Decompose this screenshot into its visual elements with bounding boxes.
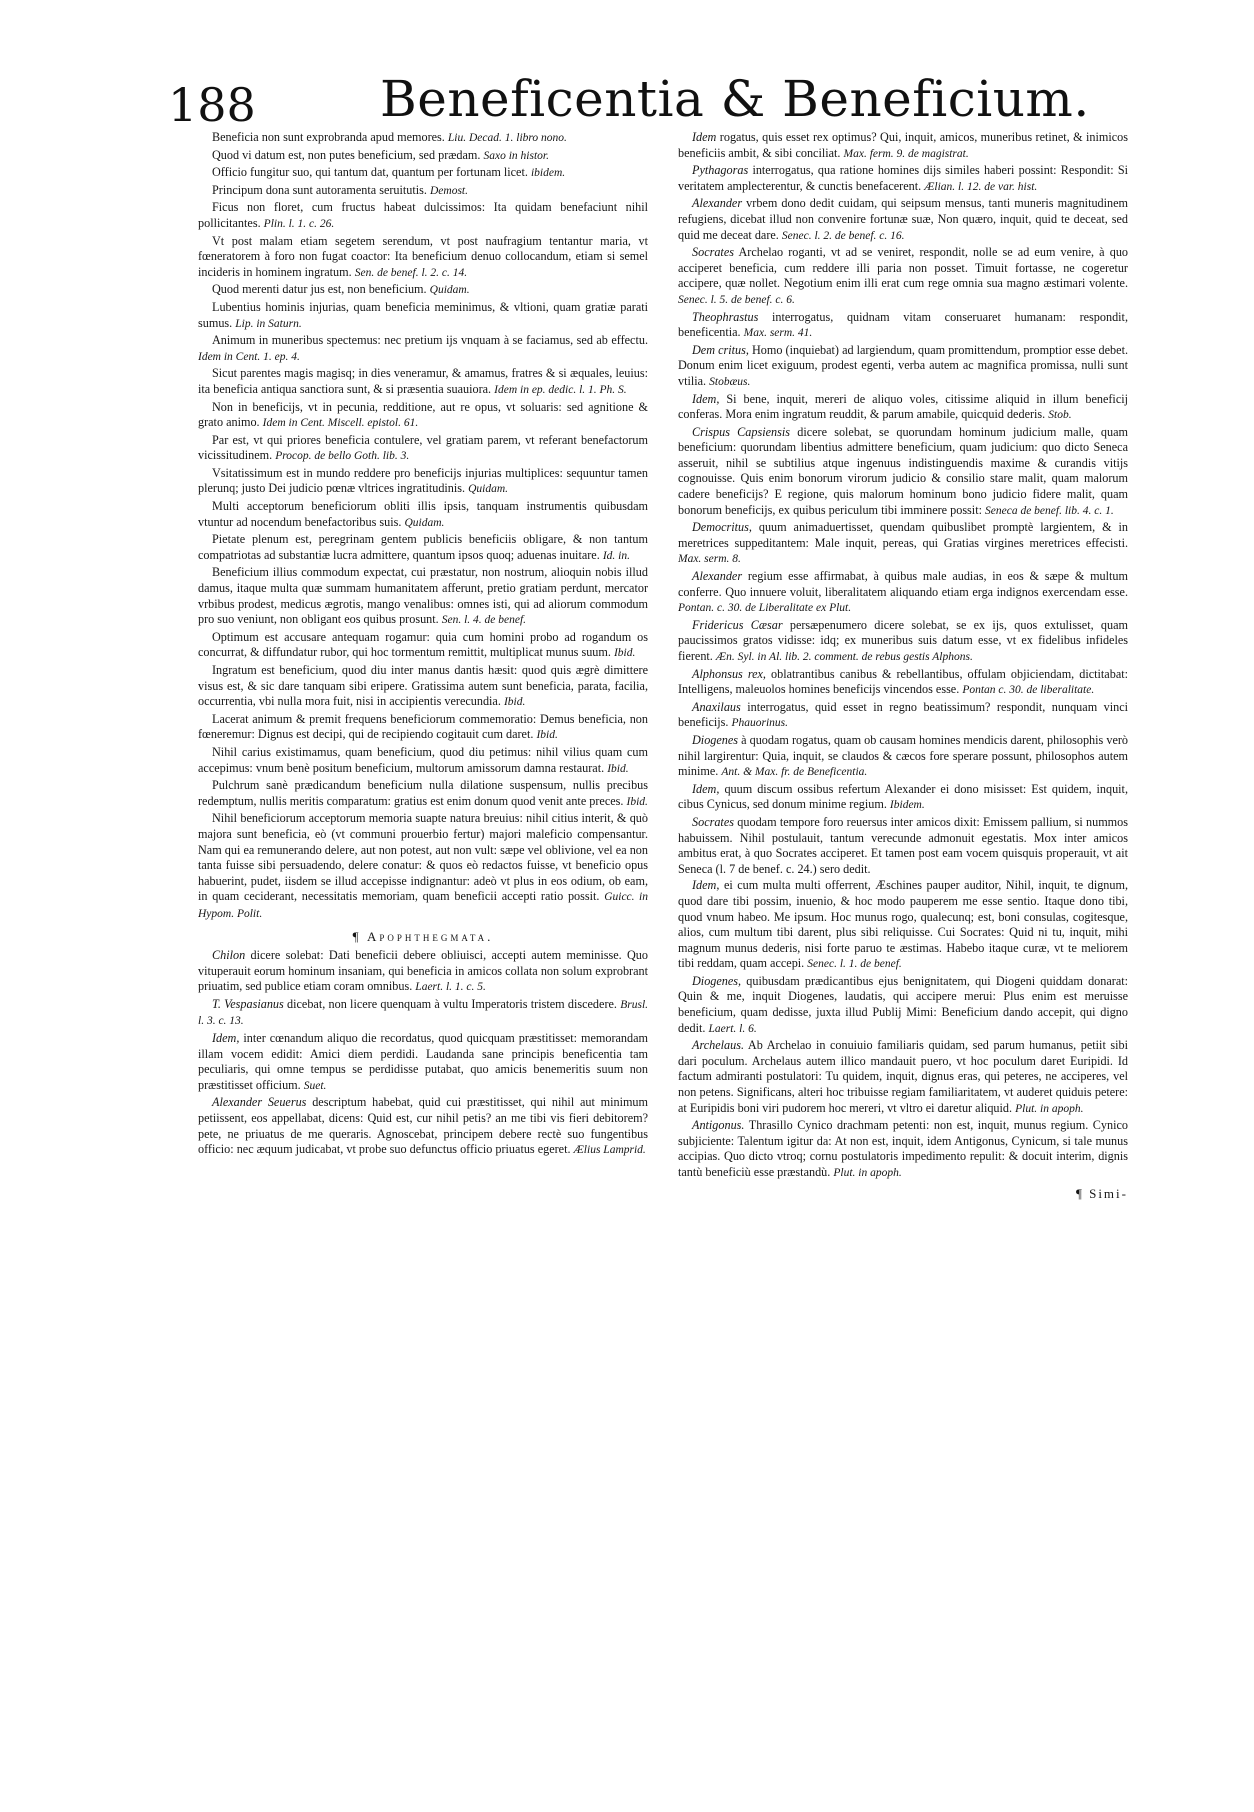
entry-source: Plut. in apoph. [833,1167,902,1179]
catchword: ¶ Simi- [1075,1185,1128,1201]
entry-lead: Antigonus. [692,1118,745,1133]
entry [678,700,1128,732]
entry [198,234,648,282]
entry [198,1095,648,1158]
entry [678,520,1128,568]
entry-source: Suet. [303,1079,327,1092]
left-apophthegmata [198,948,648,1159]
entry-source: Ibidem. [889,799,925,812]
entry-lead: T. Vespasianus [212,996,284,1011]
entry-text: Quod merenti datur jus est, non beneficium. [212,282,427,297]
entry-source: Ibid. [503,696,526,709]
entry-text: Lacerat animum & premit frequens beneficiorum commemoratio: Demus beneficia, non fœneremur: Dignus est decipi, qui de recipiendo cogitauit cum daret. [198,711,648,742]
entry-source: Senec. l. 2. de benef. c. 16. [781,229,905,242]
entry-text: Nihil beneficiorum acceptorum memoria suapte natura breuius: nihil citius interit, & quò majora sunt beneficia, eò (vt communi prouerbio fertur) majori maleficio compensantur. Nam qui ea remunerando delere, aut non potest, aut non vult: sæpe vel oblivione, vel ea non tanta fuisse sibi persuadendo, delere conatur: & quos eò redactos fuisse, vt beneficio opus habuerint, pudet, iisdem se illud accepisse indignantur: adeò vt plus in eos odium, ob eam, in quam ceciderant, necessitatis memoriam, quam beneficii accepti ratio possit. [198,811,648,904]
entry [198,466,648,498]
entry-source: Ant. & Max. fr. de Beneficentia. [721,766,868,779]
entry [198,1031,648,1094]
entry-source: Laert. l. 6. [708,1022,757,1035]
entry [198,300,648,332]
entry-text: Ingratum est beneficium, quod diu inter manus dantis hæsit: quod quis ægrè dimittere visus est, & sic dare tanquam sibi eripere. Gratissima autem sunt beneficia, parata, facilia, occurrentia, vbi nulla mora fuit, nisi in accipientis verecundia. [198,663,648,709]
entry [678,343,1128,391]
entry-text: Homo (inquiebat) ad largiendum, quam promittendum, promptior esse debet. Donum enim licet exiguum, prodest egenti, verba autem ac magnifica promissa, nulli sunt vtilia. [678,342,1128,388]
entry-text: dicere solebat, se quorundam hominum judicium malle, quam beneficium: quorundam libentius admittere beneficium, quam judicium: quo dicto Seneca asseruit, nihil se subtilius atque ingenuus indistinguendis maxime & curandis vitijs cognouisse. Quis enim bonorum virorum judicio & consilio stare malit, quam malorum cadere beneficijs? E regione, quis malorum hominum bono judicio fidere malit, quam bonorum beneficijs, ex quibus periculum tibi imminere possit: [678,424,1128,517]
entry-source: Ibid. [607,762,629,775]
entry-text: Lubentius hominis injurias, quam beneficia meminimus, & vltioni, quam gratiæ parati sumus. [198,299,648,330]
entry-text: Vsitatissimum est in mundo reddere pro beneficijs injurias multiplices: sequuntur tamen plerunq; justo Dei judicio pœnæ vltrices ingratitudinis. [198,465,648,496]
entry [678,392,1128,424]
entry [198,499,648,531]
entry-text: rogatus, quis esset rex optimus? Qui, inquit, amicos, muneribus retinet, & inimicos beneficiis ambit, & sibi conciliat. [678,130,1128,160]
entry [198,630,648,662]
entry [198,565,648,628]
entry-lead: Anaxilaus [692,699,741,714]
entry-text: descriptum habebat, quid cui præstitisset, qui nihil aut minimum petiissent, eos appellabat, dicens: Quid est, cur nihil petis? an me tibi vis fieri debitorem? pete, ne priuatus de me queraris. Agnoscebat, principem debere rectè suo fungentibus officio: nec æquum judicabat, vt probe suo defunctus officio priuatus egeret. [198,1095,648,1157]
entry-lead: Democritus, [692,520,752,535]
right-column [678,130,1128,1790]
entry [678,196,1128,244]
entry [678,667,1128,699]
entry [198,148,648,165]
entry [198,712,648,744]
entry [198,183,648,200]
entry-text: Principum dona sunt autoramenta seruitutis. [212,182,427,197]
entry-text: oblatrantibus canibus & rebellantibus, offulam objiciendam, dictitabat: Intelligens, maleuolos homines beneficijs vincendos esse. [678,666,1128,697]
entry [678,1038,1128,1117]
entry-text: Vt post malam etiam segetem serendum, vt post naufragium tentantur maria, vt fœneratorem à foro non fugat coactor: Ita beneficium denuo collocandum, etiam si semel incideris in hominem ingratum. [198,233,648,279]
entry-lead: Socrates [692,814,734,829]
entry-text: regium esse affirmabat, à quibus male audias, in eos & sæpe & multum conferre. Quo innuere voluit, liberalitatem aliquando etiam erga indignos exercendam esse. [678,569,1128,599]
entry-text: persæpenumero dicere solebat, se ex ijs, quos extulisset, quam paucissimos gratos vidisse: idq; ex muneribus suis datum esse, vt ex fidelibus infideles fierent. [678,617,1128,663]
entry-text: inter cœnandum aliquo die recordatus, quod quicquam præstitisset: memorandam illam vocem edidit: Amici diem perdidi. Laudanda sane principis beneficentia tam peculiaris, qui omne tempus se perdidisse putabat, quo amicis benemeritis suum non præstitisset officium. [198,1031,648,1092]
entry-text: Nihil carius existimamus, quam beneficium, quod diu petimus: nihil vilius quam cum accepimus: vnum benè positum beneficium, multorum amissorum damna restaurat. [198,744,648,775]
entry-lead: Alexander Seuerus [212,1095,307,1110]
entry-text: ei cum multa multi offerrent, Æschines pauper auditor, Nihil, inquit, te dignum, quod dare tibi possim, inuenio, & hoc modo pauperem me esse sentio. Itaque dono tibi, quod vnum habeo. Me ipsum. Hoc munus rogo, qualecunq; est, boni consulas, cogitesque, alios, cum multum tibi darent, plus sibi reliquisse. Cui Socrates: Quid ni tu, inquit, mihi magnum munus dederis, nisi forte paruo te æstimas. Habebo itaque curæ, vt te meliorem tibi reddam, quam accepi. [678,878,1128,971]
entry-source: Laert. l. 1. c. 5. [415,981,486,994]
entry-lead: Alexander [692,196,743,211]
entry-source: Ibid. [536,729,558,742]
entry [198,165,648,182]
entry-source: ibidem. [530,167,566,180]
entry [198,400,648,432]
entry-text: quum discum ossibus refertum Alexander ei dono misisset: Est quidem, inquit, cibus Cynicus, sed donum minime regium. [678,781,1128,812]
entry-text: à quodam rogatus, quam ob causam homines mendicis darent, philosophis verò nihil largirentur: Quia, inquit, se claudos & cæcos fore sperare possunt, philosophos autem minime. [678,732,1128,779]
entry-source: Max. serm. 8. [678,553,741,566]
entry-text: Non in beneficijs, vt in pecunia, redditione, aut re opus, vt soluaris: sed agnitione & grato animo. [198,399,648,430]
entry-lead: Idem, [692,781,720,796]
entry-source: Sen. l. 4. de benef. [441,614,527,627]
entry-source: Pontan. c. 30. de Liberalitate ex Plut. [678,602,852,615]
entry [198,333,648,365]
entry-text: dicebat, non licere quenquam à vultu Imperatoris tristem discedere. [287,996,617,1011]
entry-text: Officio fungitur suo, qui tantum dat, quantum per fortunam licet. [212,165,528,180]
entry [678,245,1128,308]
entry-text: quum animaduertisset, quendam quibuslibet promptè largientem, & in meretrices suppeditantem: Male inquit, pereas, qui Gratias virgines meretrices effecisti. [678,520,1128,550]
entry-source: Senec. l. 1. de benef. [807,958,902,971]
entry-source: Stobæus. [709,375,751,388]
entry [198,997,648,1030]
entry [678,569,1128,617]
entry-source: Ibid. [626,795,648,808]
entry-source: Ibid. [613,647,636,660]
entry [678,974,1128,1037]
section-heading: ¶ Apophthegmata. [352,928,494,944]
entry-text: Pulchrum sanè prædicandum beneficium nulla dilatione suspensum, nullis precibus redemptum, nullis meritis comparatum: gratius est enim donum quod venit ante preces. [198,778,648,808]
entry-source: Saxo in histor. [483,149,549,162]
entry [678,310,1128,342]
entry-lead: Theophrastus [692,309,759,324]
entry-text: interrogatus, quid esset in regno beatissimum? respondit, nunquam vinci beneficijs. [678,699,1128,730]
entry-source: Quidam. [429,284,470,297]
entry-lead: Archelaus. [692,1038,745,1053]
entry-lead: Idem [692,130,717,144]
entry-source: Max. serm. 41. [743,327,813,340]
entry-lead: Idem, [692,391,720,406]
entry-text: Archelao roganti, vt ad se veniret, respondit, nolle se ad eum venire, à quo acciperet beneficia, cum reddere illi paria non posset. Timuit fortasse, ne cogeretur accipere, quæ nollet. Negotium enim illi erat cum rege omnia sua magno æstimari volente. [678,245,1128,291]
entry [678,782,1128,814]
entry [198,532,648,564]
entry-text: Pietate plenum est, peregrinam gentem publicis beneficiis obligare, & non tantum compatriotas ad substantiæ lucra admittere, quantum ipsos quoq; aduenas inuitare. [198,532,648,562]
entry-lead: Diogenes [692,732,739,747]
entry-source: Senec. l. 5. de benef. c. 6. [678,293,795,306]
entry [678,1118,1128,1181]
entry-source: Plin. l. 1. c. 26. [263,217,335,230]
entry-source: Id. in. [602,549,630,562]
entry [198,130,648,147]
entry-lead: Chilon [212,948,246,963]
entry-source: Brusl. l. 3. c. 13. [198,998,648,1028]
entry [678,130,1128,162]
entry-source: Liu. Decad. 1. libro nono. [447,132,567,144]
entry [198,663,648,711]
entry [198,433,648,465]
entry-text: interrogatus, qua ratione homines dijs similes haberi possint: Respondit: Si veritatem amplecterentur, & cunctis benefacerent. [678,163,1128,193]
entry-text: Beneficia non sunt exprobranda apud memores. [212,130,445,144]
entry-source: Sen. de benef. l. 2. c. 14. [354,266,468,279]
entry-source: Lip. in Saturn. [235,317,302,330]
entry-text: Ficus non floret, cum fructus habeat dulcissimos: Ita quidam benefaciunt nihil pollicitantes. [198,200,648,230]
entry-text: Beneficium illius commodum expectat, cui præstatur, non nostrum, alioquin nobis illud damus, itaque multa quæ summam humanitatem afferunt, pretio gratiam perdunt, mercator vrbibus prodest, medicus ægrotis, mango venalibus: omnes isti, qui ad aliorum commodum pro suo veniunt, non obligant eos quibus prosunt. [198,565,648,627]
entry-text: Multi acceptorum beneficiorum obliti illis ipsis, tanquam instrumentis quibusdam vtuntur ad nocendum benefactoribus suis. [198,499,648,529]
entry-lead: Diogenes, [692,973,742,988]
entry-source: Plut. in apoph. [1015,1102,1084,1115]
entry [678,733,1128,781]
entry [198,948,648,996]
entry-lead: Socrates [692,245,734,260]
entry-lead: Idem, [692,878,720,893]
entry-source: Max. ferm. 9. de magistrat. [843,147,969,160]
right-entries [678,130,1128,1182]
entry [198,282,648,299]
entry-lead: Alphonsus rex, [692,666,766,681]
entry-text: Optimum est accusare antequam rogamur: quia cum homini probo ad rogandum os concurrat, & diffundatur rubor, qui hoc tormentum remittit, multiplicat munus suum. [198,629,648,660]
entry-source: Guicc. in Hypom. Polit. [198,891,648,920]
entry [198,366,648,398]
entry-source: Quidam. [468,483,509,496]
entry-text: Sicut parentes magis magisq; in dies veneramur, & amamus, fratres & si æquales, leuius: ita beneficia antiqua sanctiora sunt, & si præsentia suauiora. [198,366,648,396]
entry-source: Idem in Cent. Miscell. epistol. 61. [262,417,419,430]
entry-text: vrbem dono dedit cuidam, qui seipsum mensus, tanti muneris magnitudinem refugiens, dicebat illud non convenire fortunæ suæ, Non quæro, inquit, quid te deceat, sed quid me deceat dare. [678,196,1128,242]
entry-text: Si bene, inquit, mereri de aliquo voles, citissime aliquid in illum beneficij conferas. Mora enim ingratum reuddit, & parum amabile, quicquid dederis. [678,391,1128,422]
entry-lead: Pythagoras [692,163,749,178]
entry-source: Idem in ep. dedic. l. 1. Ph. S. [494,383,627,396]
left-entries [198,130,648,923]
entry-source: Pontan c. 30. de liberalitate. [962,684,1095,697]
running-head: Beneficentia & Beneficium. [380,70,1090,128]
entry-source: Demost. [429,184,468,197]
entry-source: Seneca de benef. lib. 4. c. 1. [985,504,1114,517]
entry-source: Quidam. [404,516,445,529]
entry [198,778,648,810]
entry-text: quodam tempore foro reuersus inter amicos dixit: Emissem pallium, si nummos habuissem. Nihil postulauit, tantum verecunde admonuit egestatis. Mox inter amicos ambitus erat, à quo Socrates acciperet. Et tamen post eam vocem quisquis properauit, vt ait Seneca (l. 7 de benef. c. 24.) sero dedit. [678,814,1128,876]
entry-lead: Alexander [692,569,743,584]
page-number: 188 [168,78,256,132]
entry-text: Thrasillo Cynico drachmam petenti: non est, inquit, munus regium. Cynico subjiciente: Talentum igitur da: At non est, inquit, idem Antigonus, Cynicum, si tale munus accipias. Quo dicto vtroq; cornu postulatoris impedimento repulit: & docuit interim, dignis tantù beneficiù esse præstandù. [678,1118,1128,1179]
entry-source: Phauorinus. [731,717,789,730]
entry-text: dicere solebat: Dati beneficii debere obliuisci, accepti autem meminisse. Quo vituperauit eorum hominum insaniam, qui beneficia in amicos collata non solum exprobrant priuatim, sed publice etiam coram omnibus. [198,948,648,994]
entry-text: Ab Archelao in conuiuio familiaris quidam, sed parum humanus, petiit sibi dari poculum. Archelaus autem illico mandauit puero, vt hoc poculum daret Euripidi. Id factum admiranti postulatori: Tu quidem, inquit, dignus eras, qui peteres, ne acciperes, vel non petens. Significans, alteri hoc tribuisse regiam familiaritatem, vt auderet quiduis petere: at Euripidis boni viri pudorem hoc mereri, vt vltro ei daretur aliquid. [678,1038,1128,1115]
entry-source: Ælius Lamprid. [573,1144,646,1157]
entry-source: Stob. [1048,409,1072,422]
entry [678,815,1128,877]
entry-source: Æn. Syl. in Al. lib. 2. comment. de rebus gestis Alphons. [715,651,973,663]
entry [678,425,1128,520]
entry [198,745,648,777]
entry-source: Procop. de bello Goth. lib. 3. [275,450,410,463]
entry-text: Par est, vt qui priores beneficia contulere, vel gratiam parem, vt referant benefactorum vicissitudinem. [198,432,648,463]
entry-source: Idem in Cent. 1. ep. 4. [198,350,300,363]
entry-text: Quod vi datum est, non putes beneficium, sed prædam. [212,147,481,162]
entry-lead: Fridericus Cæsar [692,617,783,632]
entry-lead: Crispus Capsiensis [692,424,790,439]
entry-text: interrogatus, quidnam vitam conseruaret humanam: respondit, beneficentia. [678,309,1128,340]
entry [678,878,1128,973]
entry-source: Ælian. l. 12. de var. hist. [924,180,1038,193]
entry-lead: Dem critus, [692,342,749,357]
entry [198,811,648,922]
entry-lead: Idem, [212,1031,240,1046]
entry-text: quibusdam prædicantibus ejus benignitatem, qui Diogeni quiddam donarat: Quin & me, inquit Diogenes, laudatis, qui accipere merui: Plus enim est meruisse beneficium, quam dedisse, juxta illud Publij Mimi: Beneficium dando accepit, qui digno dedit. [678,973,1128,1035]
entry-text: Animum in muneribus spectemus: nec pretium ijs vnquam à se faciamus, sed ab effectu. [212,333,648,348]
left-column [198,130,648,1790]
entry [198,200,648,232]
entry [678,618,1128,666]
entry [678,163,1128,195]
